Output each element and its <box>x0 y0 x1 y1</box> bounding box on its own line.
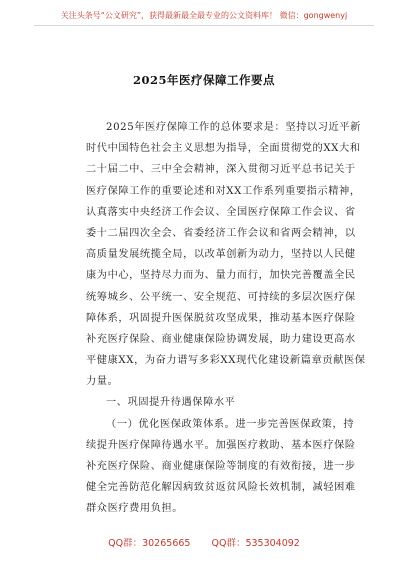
body-line: 认真落实中央经济工作会议、全国医疗保障工作会议、省 <box>86 206 356 218</box>
footer-qq-group-2: QQ群：535304092 <box>211 538 300 549</box>
footer-qq-group-1: QQ群：30265665 <box>108 538 191 549</box>
footer-qq-groups <box>0 535 408 549</box>
body-line: 补充医疗保险、商业健康保险等制度的有效衔接，进一步 <box>86 461 356 472</box>
body-line: 平健康XX，为奋力谱写多彩XX现代化建设新篇章贡献医保 <box>86 355 366 367</box>
subsection-heading-line: （一）优化医保政策体系。进一步完善医保政策，持 <box>106 418 355 430</box>
document-body <box>86 117 366 520</box>
body-line: 补充医疗保险、商业健康保险协调发展，助力建设更高水 <box>86 333 356 345</box>
body-line: 时代中国特色社会主义思想为指导，全面贯彻党的XX大和 <box>86 143 361 155</box>
body-line: 健全完善防范化解因病致贫返贫风险长效机制，减轻困难 <box>86 482 356 494</box>
header-divider <box>34 25 374 26</box>
section-heading: 一、巩固提升待遇保障水平 <box>106 397 236 409</box>
body-line: 医疗保障工作的重要论述和对XX工作系列重要指示精神， <box>86 185 361 197</box>
header-promo-note: 关注头条号“公文研究”，获得最新最全最专业的公文资料库！ 微信：gongwenyj <box>60 11 348 20</box>
body-line: 康为中心，坚持尽力而为、量力而行，加快完善覆盖全民 <box>86 270 356 282</box>
body-line: 二十届二中、三中全会精神，深入贯彻习近平总书记关于 <box>86 164 356 176</box>
body-line: 委十二届四次全会、省委经济工作会议和省两会精神，以 <box>86 227 356 239</box>
body-line: 群众医疗费用负担。 <box>86 503 184 515</box>
body-line: 力量。 <box>86 376 119 388</box>
body-line: 续提升医疗保障待遇水平。加强医疗救助、基本医疗保险 <box>86 439 356 451</box>
document-title: 2025年医疗保障工作要点 <box>132 73 275 87</box>
body-line: 2025年医疗保障工作的总体要求是：坚持以习近平新 <box>106 122 361 133</box>
body-line: 统筹城乡、公平统一、安全规范、可持续的多层次医疗保 <box>86 291 356 303</box>
body-line: 高质量发展统揽全局，以改革创新为动力，坚持以人民健 <box>86 249 356 261</box>
body-line: 障体系，巩固提升医保脱贫攻坚成果，推动基本医疗保险 <box>86 312 356 324</box>
